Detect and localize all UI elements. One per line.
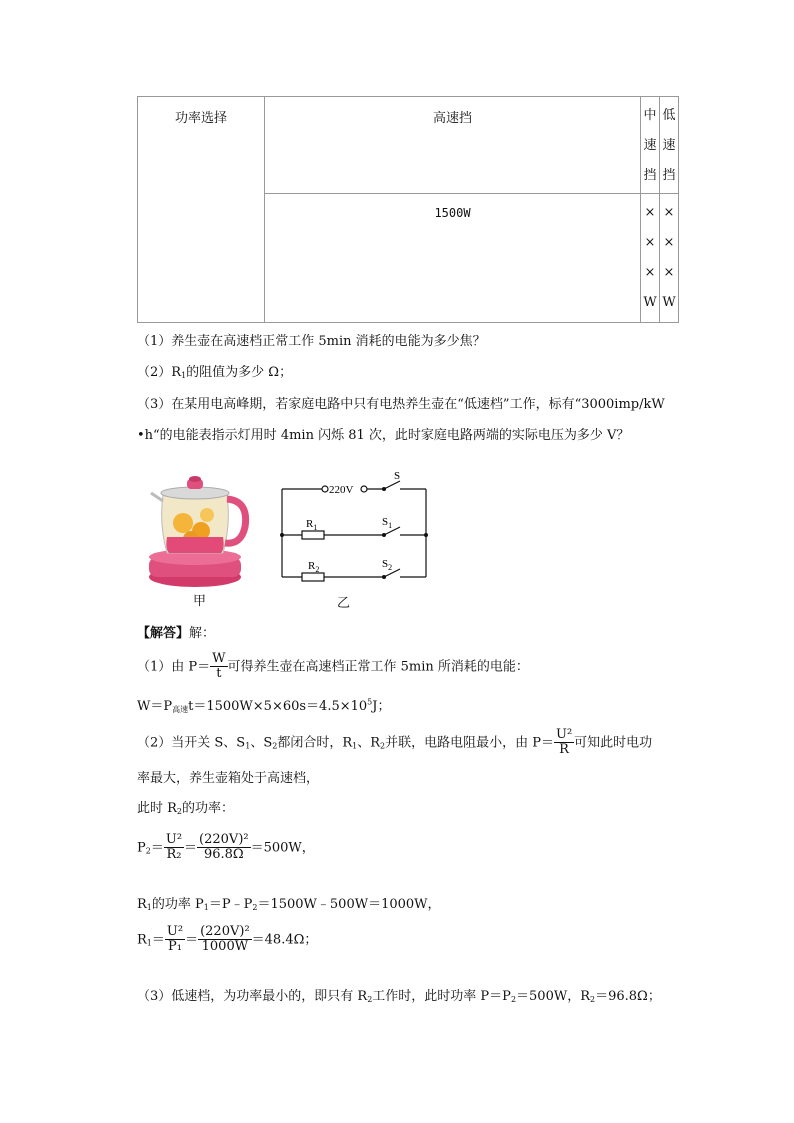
power-table <box>137 96 679 323</box>
mid-speed-char: 速 <box>643 138 657 153</box>
low-speed-value-cell <box>660 194 679 323</box>
a2-frac-num: U² <box>555 727 573 742</box>
a3-mid2: ＝500W，R <box>516 989 590 1004</box>
a1-calc-exp: 5 <box>367 697 373 707</box>
mid-speed-char: 中 <box>643 108 657 123</box>
a2-prefix: （2）当开关 S、S <box>137 735 246 751</box>
a2-s1: 1 <box>245 741 251 751</box>
mid-speed-header-cell <box>641 97 660 194</box>
s1-label: $S_1$ <box>382 516 393 530</box>
a2-line3-prefix: 此时 R <box>137 801 177 816</box>
p1-end: ＝1500W﹣500W＝1000W， <box>257 897 441 912</box>
p1-prefix: R <box>137 897 147 912</box>
r1-sub: 1 <box>146 938 152 948</box>
p1-sub2: 1 <box>203 903 209 912</box>
r1-frac2-num: (220V)² <box>200 924 250 939</box>
a2-mid4: 并联，电路电阻最小，由 P＝ <box>385 735 554 751</box>
r1-lhs: R <box>137 932 147 948</box>
a2-r2: 2 <box>380 741 386 751</box>
r1-frac2-den: 1000W <box>201 939 249 955</box>
high-speed-value: 1500W <box>434 206 471 220</box>
mid-speed-char: 挡 <box>643 168 657 183</box>
a2-r1: 1 <box>352 741 358 751</box>
a2-mid2: 都闭合时，R <box>277 735 353 751</box>
p2-result: ＝500W， <box>250 840 315 856</box>
low-speed-char: 挡 <box>662 168 676 183</box>
low-speed-char: 速 <box>662 138 676 153</box>
q2-suffix: 的阻值为多少 Ω； <box>186 365 293 380</box>
p2-frac2-den: 96.8Ω <box>203 847 244 863</box>
label-jia: 甲 <box>193 594 207 609</box>
answer-2-line3 <box>137 797 234 816</box>
a2-mid: 、S <box>250 735 273 751</box>
p2-frac2-num: (220V)² <box>199 832 249 847</box>
p1-mid: 的功率 P <box>151 897 204 912</box>
answer-intro: 解： <box>189 626 216 641</box>
a2-line3-suffix: 的功率： <box>182 801 235 816</box>
high-speed-label: 高速挡 <box>432 111 472 126</box>
a3-sub3: 2 <box>590 995 596 1004</box>
resistor-r1 <box>302 531 324 539</box>
question-3-line1: （3）在某用电高峰期，若家庭电路中只有电热养生壶在“低速档”工作，标有“3000imp/kW <box>137 397 665 412</box>
low-value-char: × <box>663 235 675 250</box>
a1-calc-end: J； <box>372 699 391 714</box>
table-header-label: 功率选择 <box>174 111 227 126</box>
question-3-line2: •h“的电能表指示灯用时 4min 闪烁 81 次，此时家庭电路两端的实际电压为多少 V？ <box>137 428 630 443</box>
high-speed-value-cell <box>265 194 641 323</box>
a2-line3-sub: 2 <box>176 807 183 816</box>
p2-eq: ＝ <box>150 840 164 856</box>
a3-sub2: 2 <box>510 995 517 1004</box>
mid-value-char: × <box>644 235 656 250</box>
question-1: （1）养生壶在高速档正常工作 5min 消耗的电能为多少焦？ <box>137 334 486 349</box>
answer-3 <box>137 985 661 1004</box>
kettle-illustration <box>145 465 255 590</box>
r1-equation: $R_1=$ $\frac{\text{U²}}{\text{P₁}}$ ＝ $\frac{\text{(220V)²}}{1000W}$ ＝48.4Ω； <box>137 924 318 955</box>
answer-1-calc <box>137 695 390 715</box>
low-value-char: W <box>662 295 676 310</box>
low-value-char: × <box>663 265 675 280</box>
p1-mid2: ＝P﹣P <box>208 897 253 912</box>
resistor-r2 <box>302 573 324 581</box>
table-header-cell <box>138 97 265 323</box>
a2-s2: 2 <box>272 741 278 751</box>
answer-1 <box>137 652 529 682</box>
a1-calc-w: W＝P <box>137 699 173 714</box>
r1-frac1-den: P₁ <box>168 939 182 955</box>
terminal-right <box>361 486 367 492</box>
p2-equation: $P_2=$ $\frac{\text{U²}}{\text{R₂}}$ ＝ $\frac{\text{(220V)²}}{96.8\Omega}$ ＝500W， <box>137 832 315 863</box>
switch-s-label: S <box>394 470 401 482</box>
p2-sub: 2 <box>145 846 151 856</box>
a1-fraction <box>210 652 227 682</box>
junction-left <box>280 533 284 537</box>
p2-frac2 <box>197 833 251 863</box>
s2-label: $S_2$ <box>382 558 393 572</box>
mid-speed-value-cell <box>641 194 660 323</box>
low-speed-char: 低 <box>662 108 676 123</box>
a3-mid: 工作时，此时功率 P＝P <box>372 989 511 1004</box>
answer-heading <box>137 622 215 641</box>
p2-lhs: P <box>137 840 146 856</box>
a2-mid3: 、R <box>357 735 380 751</box>
r1-result: ＝48.4Ω； <box>251 932 318 948</box>
a2-suffix: 可知此时电功 <box>574 735 653 751</box>
question-2 <box>137 361 292 380</box>
a1-calc-sub: 高速 <box>172 705 189 714</box>
p2-frac1-den: R₂ <box>166 847 182 863</box>
a1-suffix: 可得养生壶在高速档正常工作 5min 所消耗的电能： <box>227 659 529 675</box>
mid-value-char: × <box>644 265 656 280</box>
a3-end: ＝96.8Ω； <box>595 989 661 1004</box>
r1-frac1-num: U² <box>166 924 184 939</box>
answer-2-line2: 率最大，养生壶箱处于高速档， <box>137 771 320 786</box>
a2-fraction <box>554 728 574 758</box>
a3-prefix: （3）低速档，为功率最小的，即只有 R <box>137 989 368 1004</box>
voltage-label: 220V <box>329 484 354 496</box>
p2-frac1 <box>164 833 184 863</box>
mid-value-char: × <box>644 205 656 220</box>
label-yi: 乙 <box>337 596 351 611</box>
q2-prefix: （2）R <box>137 365 182 380</box>
q2-sub: 1 <box>181 371 187 380</box>
mid-value-char: W <box>643 295 657 310</box>
low-value-char: × <box>663 205 675 220</box>
a2-frac-den: R <box>559 742 569 758</box>
low-speed-header-cell <box>660 97 679 194</box>
r1-label: $R_1$ <box>306 518 318 532</box>
a1-calc-rest: t＝1500W×5×60s＝4.5×10 <box>188 699 368 714</box>
switch-s <box>384 481 400 489</box>
p1-sub: 1 <box>146 903 152 912</box>
answer-2-line1 <box>137 728 652 758</box>
a1-frac-den: t <box>216 666 222 682</box>
p1-line <box>137 893 441 912</box>
terminal-left <box>322 486 328 492</box>
answer-tag: 【解答】 <box>137 626 190 641</box>
a1-frac-num: W <box>212 651 226 666</box>
r1-frac2 <box>198 925 252 955</box>
high-speed-header-cell <box>265 97 641 194</box>
a3-sub1: 2 <box>367 995 373 1004</box>
r1-frac1 <box>165 925 185 955</box>
p1-sub3: 2 <box>252 903 258 912</box>
p2-frac1-num: U² <box>165 832 183 847</box>
a1-prefix: （1）由 P＝ <box>137 659 211 675</box>
r2-label: $R_2$ <box>308 560 320 574</box>
junction-right <box>424 533 428 537</box>
circuit-diagram <box>280 465 440 585</box>
